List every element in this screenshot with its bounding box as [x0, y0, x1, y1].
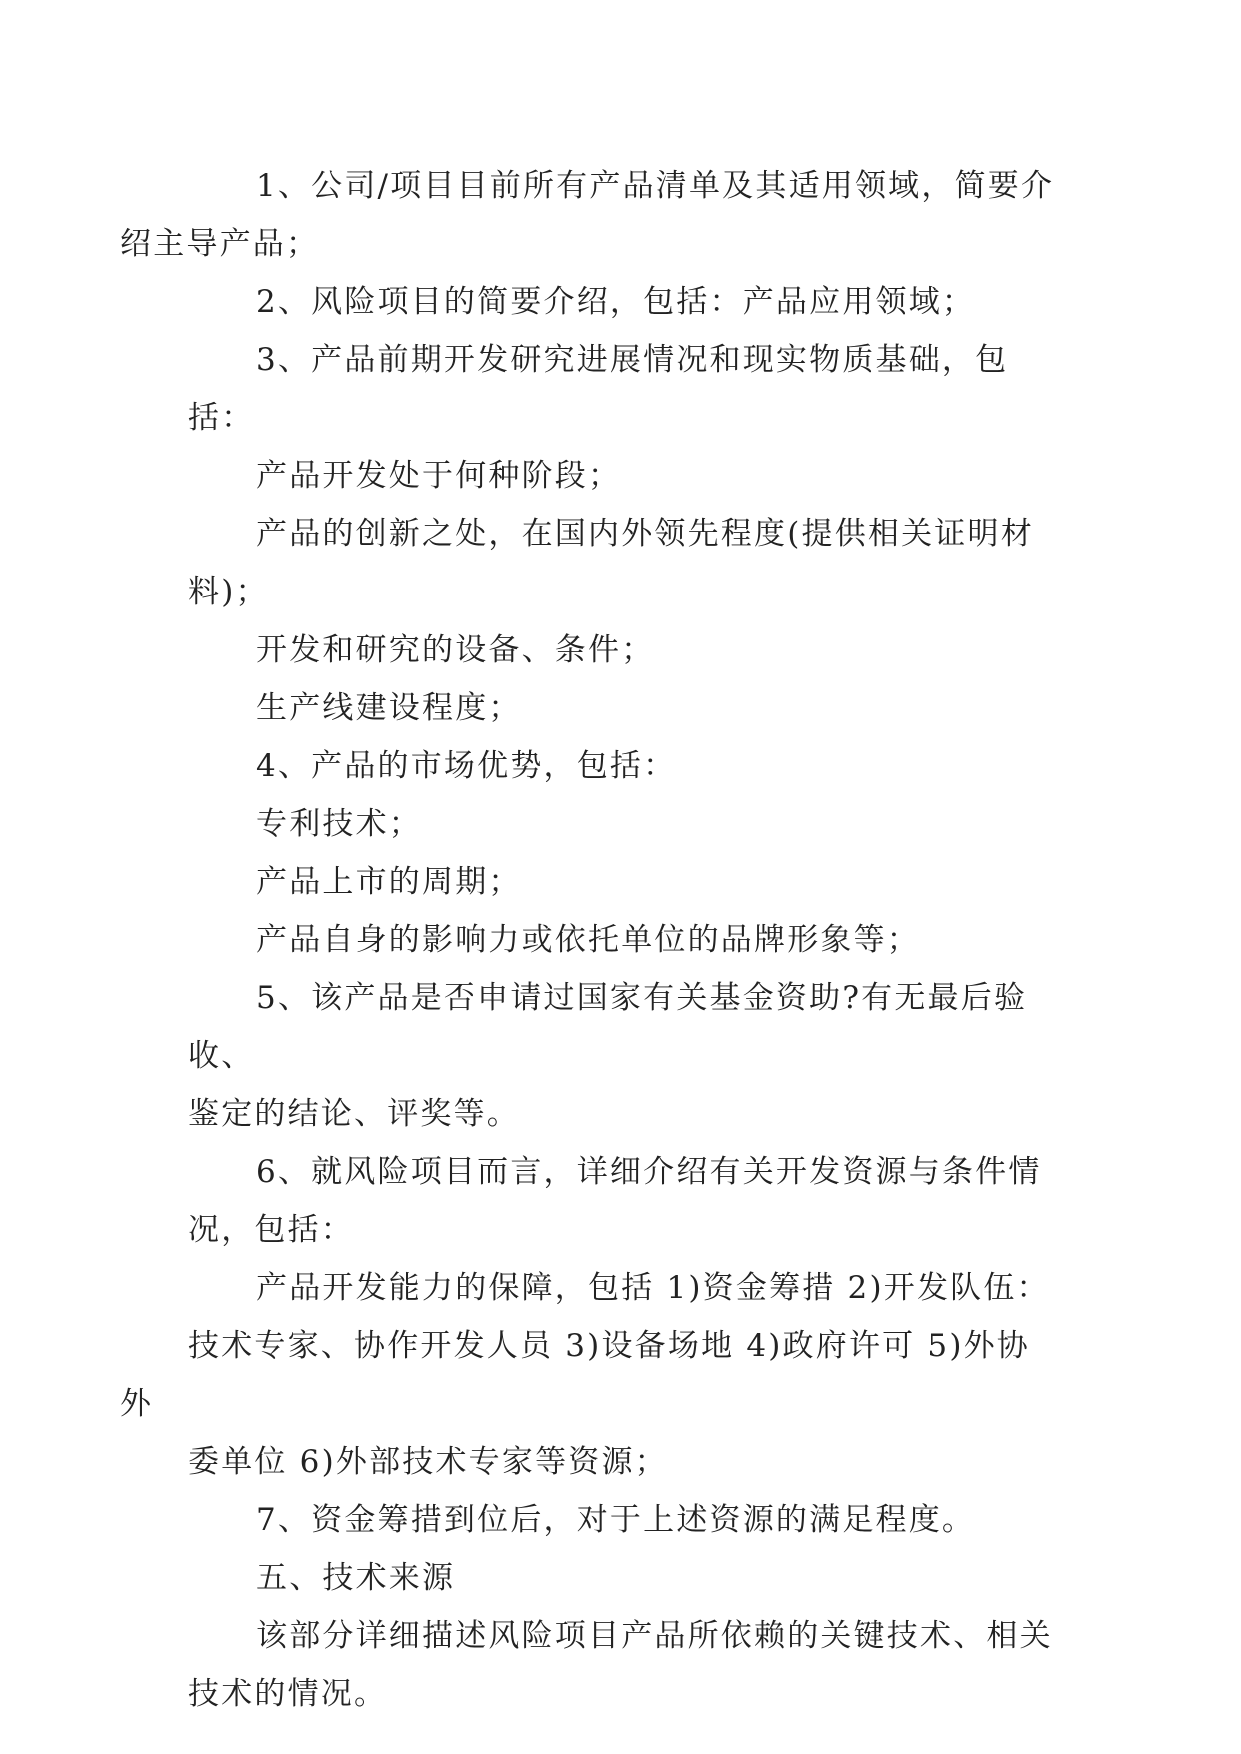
- text-line: 产品开发能力的保障，包括 1)资金筹措 2)开发队伍：: [256, 1270, 1050, 1306]
- text-line: 该部分详细描述风险项目产品所依赖的关键技术、相关: [256, 1618, 1053, 1654]
- paragraph-market-advantage: [188, 737, 1056, 795]
- text-line: 专利技术；: [256, 806, 422, 842]
- text-line: 技术的情况。: [188, 1676, 388, 1712]
- paragraph-risk-project-intro: [188, 273, 1056, 331]
- paragraph-innovation: [188, 505, 1056, 621]
- text-line: 绍主导产品；: [120, 226, 320, 262]
- paragraph-key-technology: [188, 1607, 1056, 1723]
- text-line: 5、该产品是否申请过国家有关基金资助?有无最后验收、: [188, 980, 1028, 1074]
- paragraph-resources: [188, 1143, 1056, 1259]
- text-line: 况，包括：: [188, 1212, 354, 1248]
- paragraph-patent: [188, 795, 1056, 853]
- paragraph-development-progress: [188, 331, 1056, 447]
- section-heading-technology-source: [188, 1549, 1056, 1607]
- paragraph-market-cycle: [188, 853, 1056, 911]
- text-line: 生产线建设程度；: [256, 690, 522, 726]
- text-line: 3、产品前期开发研究进展情况和现实物质基础，包括：: [188, 342, 1009, 436]
- paragraph-capability-guarantee: [120, 1259, 1056, 1491]
- text-line: 技术专家、协作开发人员 3)设备场地 4)政府许可 5)外协外: [120, 1328, 1031, 1422]
- text-line: 6、就风险项目而言，详细介绍有关开发资源与条件情: [256, 1154, 1042, 1190]
- text-line: 产品上市的周期；: [256, 864, 522, 900]
- paragraph-product-list: [120, 157, 1056, 273]
- text-line: 2、风险项目的简要介绍，包括：产品应用领域；: [256, 284, 976, 320]
- text-line: 开发和研究的设备、条件；: [256, 632, 655, 668]
- text-line: 料)；: [188, 574, 269, 610]
- text-line: 产品开发处于何种阶段；: [256, 458, 622, 494]
- text-line: 委单位 6)外部技术专家等资源；: [188, 1444, 668, 1480]
- paragraph-production-line: [188, 679, 1056, 737]
- paragraph-fund-support: [188, 969, 1056, 1143]
- paragraph-equipment: [188, 621, 1056, 679]
- text-line: 4、产品的市场优势，包括：: [256, 748, 677, 784]
- paragraph-development-stage: [188, 447, 1056, 505]
- text-line: 产品的创新之处，在国内外领先程度(提供相关证明材: [256, 516, 1034, 552]
- text-line: 产品自身的影响力或依托单位的品牌形象等；: [256, 922, 920, 958]
- text-line: 1、公司/项目目前所有产品清单及其适用领域，简要介: [256, 168, 1055, 204]
- document-body: [120, 157, 1056, 1723]
- paragraph-brand-influence: [188, 911, 1056, 969]
- paragraph-funding-satisfaction: [188, 1491, 1056, 1549]
- text-line: 五、技术来源: [256, 1560, 456, 1596]
- text-line: 7、资金筹措到位后，对于上述资源的满足程度。: [256, 1502, 976, 1538]
- text-line: 鉴定的结论、评奖等。: [188, 1096, 520, 1132]
